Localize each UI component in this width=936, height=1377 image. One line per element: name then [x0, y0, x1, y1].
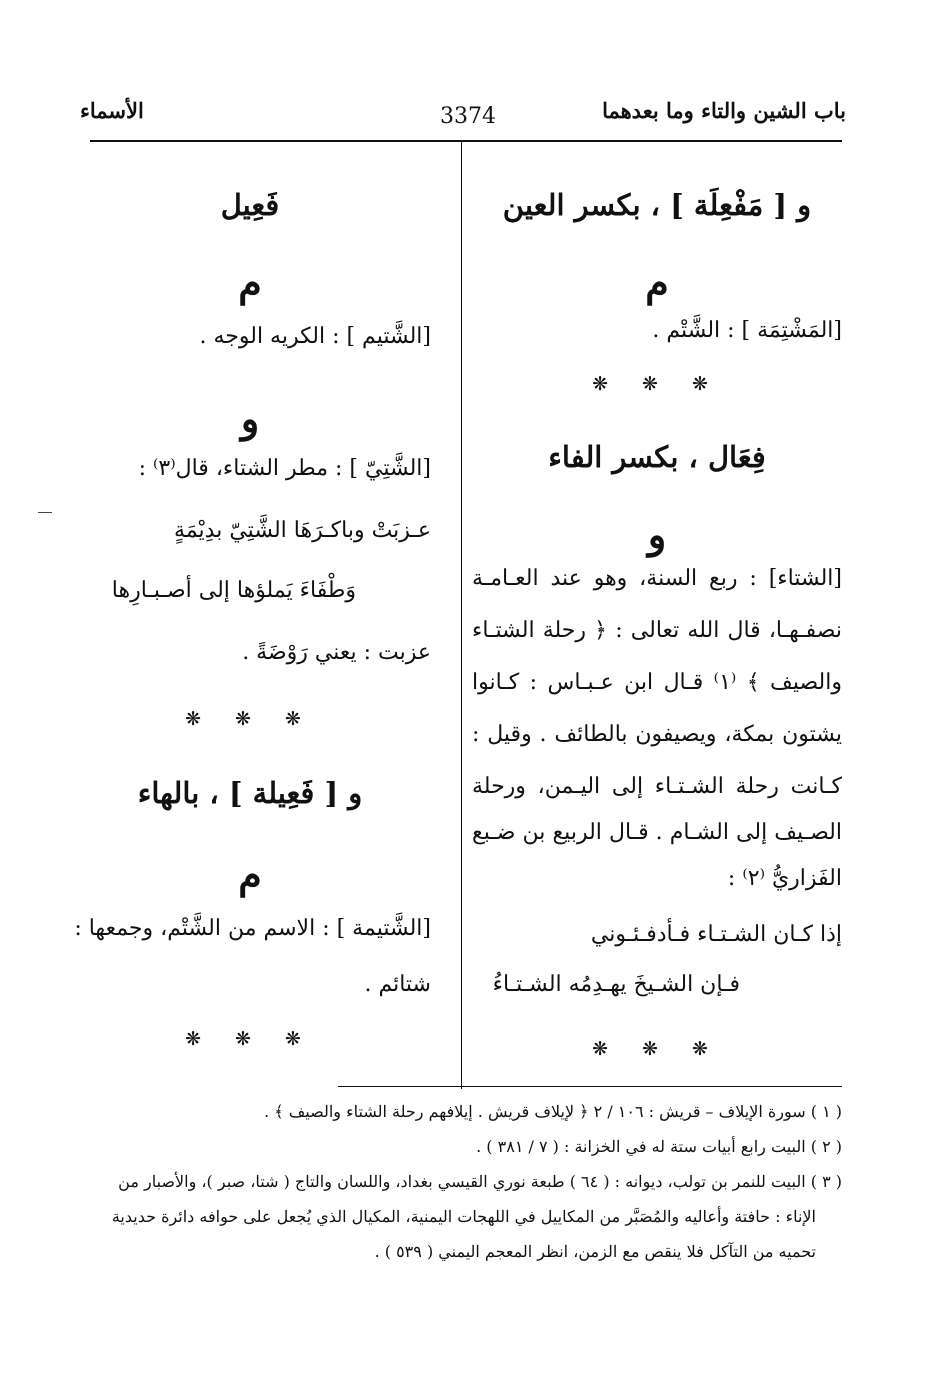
footnote-3-cont: الإناء : حافتة وأعاليه والمُصَبَّر من المكاييل في اللهجات اليمنية، المكيال الذي يُجعل على حوافه دائرة حديدية — [111, 1207, 816, 1226]
right-letter-1: م — [645, 260, 669, 305]
right-verse-1: إذا كـان الشـتـاء فـأدفـئـوني — [590, 922, 842, 947]
left-heading-2: و [ فَعِيلة ] ، بالهاء — [137, 776, 363, 810]
right-text-line: يشتون بمكة، ويصيفون بالطائف . وقيل : — [472, 722, 842, 747]
footnote-1: ( ١ ) سورة الإيلاف – قريش : ١٠٦ / ٢ ﴿ لإيلاف قريش . إيلافهم رحلة الشتاء والصيف ﴾ . — [264, 1102, 842, 1121]
left-entry-1: [الشَّتيم ] : الكريه الوجه . — [199, 324, 431, 349]
right-letter-2: و — [647, 512, 667, 557]
section-title: الأسماء — [80, 98, 144, 123]
left-letter-2: و — [240, 396, 260, 441]
right-stars-1: ❋ ❋ ❋ — [592, 373, 722, 395]
left-letter-3: م — [238, 852, 262, 897]
left-entry-4a: [الشَّتيمة ] : الاسم من الشَّتْم، وجمعها : — [74, 916, 431, 941]
right-text-line: نصفـهـا، قال الله تعالى : ﴿ رحلة الشتـاء — [472, 618, 842, 643]
left-stars-2: ❋ ❋ ❋ — [185, 1028, 315, 1050]
left-heading-1: فَعِيل — [220, 188, 280, 222]
page-number: 3374 — [440, 104, 496, 129]
left-entry-3: عزبت : يعني رَوْضَةً . — [242, 640, 431, 665]
margin-mark — [38, 512, 52, 513]
chapter-title: باب الشين والتاء وما بعدهما — [602, 98, 846, 123]
footnote-3: ( ٣ ) البيت للنمر بن تولب، ديوانه : ( ٦٤ ) طبعة نوري القيسي بغداد، واللسان والتاج ( شتا، صبر )، والأصبار من — [118, 1172, 842, 1191]
right-text-line: والصيف ﴾ ⁽١⁾ قـال ابن عـبـاس : كـانوا — [472, 670, 842, 695]
header-rule — [90, 140, 842, 142]
right-text-line: كـانت رحلة الشـتـاء إلى اليـمن، ورحلة — [472, 774, 842, 799]
right-text-line: الفَزاريُّ ⁽٢⁾ : — [727, 866, 842, 891]
footnote-2: ( ٢ ) البيت رابع أبيات ستة له في الخزانة : ( ٧ / ٣٨١ ) . — [476, 1137, 842, 1156]
column-divider — [461, 141, 462, 1089]
left-verse-2: وَطْفَاءَ يَملؤها إلى أصـبـارِها — [111, 578, 356, 603]
right-stars-2: ❋ ❋ ❋ — [592, 1038, 722, 1060]
left-verse-1: عـزبَتْ وباكـرَهَا الشَّتِيّ بدِيْمَةٍ — [174, 518, 431, 543]
right-verse-2: فـإن الشـيخَ يهـدِمُه الشـتـاءُ — [492, 972, 740, 997]
right-entry-1: [المَشْتِمَة ] : الشَّتْم . — [652, 318, 842, 343]
right-text-line: الصـيف إلى الشـام . قـال الربيع بن ضـبع — [472, 820, 842, 845]
right-heading-2: فِعَال ، بكسر الفاء — [548, 440, 766, 474]
right-text-line: [الشتاء] : ربع السنة، وهو عند العـامـة — [472, 566, 842, 591]
footnote-rule — [338, 1086, 842, 1087]
left-entry-2: [الشَّتِيّ ] : مطر الشتاء، قال⁽٣⁾ : — [138, 456, 431, 481]
left-entry-4b: شتائم . — [364, 972, 431, 997]
right-heading-1: و [ مَفْعِلَة ] ، بكسر العين — [502, 188, 812, 222]
left-letter-1: م — [238, 260, 262, 305]
footnote-3-cont: تحميه من التآكل فلا ينقص مع الزمن، انظر المعجم اليمني ( ٥٣٩ ) . — [374, 1242, 816, 1261]
left-stars-1: ❋ ❋ ❋ — [185, 708, 315, 730]
